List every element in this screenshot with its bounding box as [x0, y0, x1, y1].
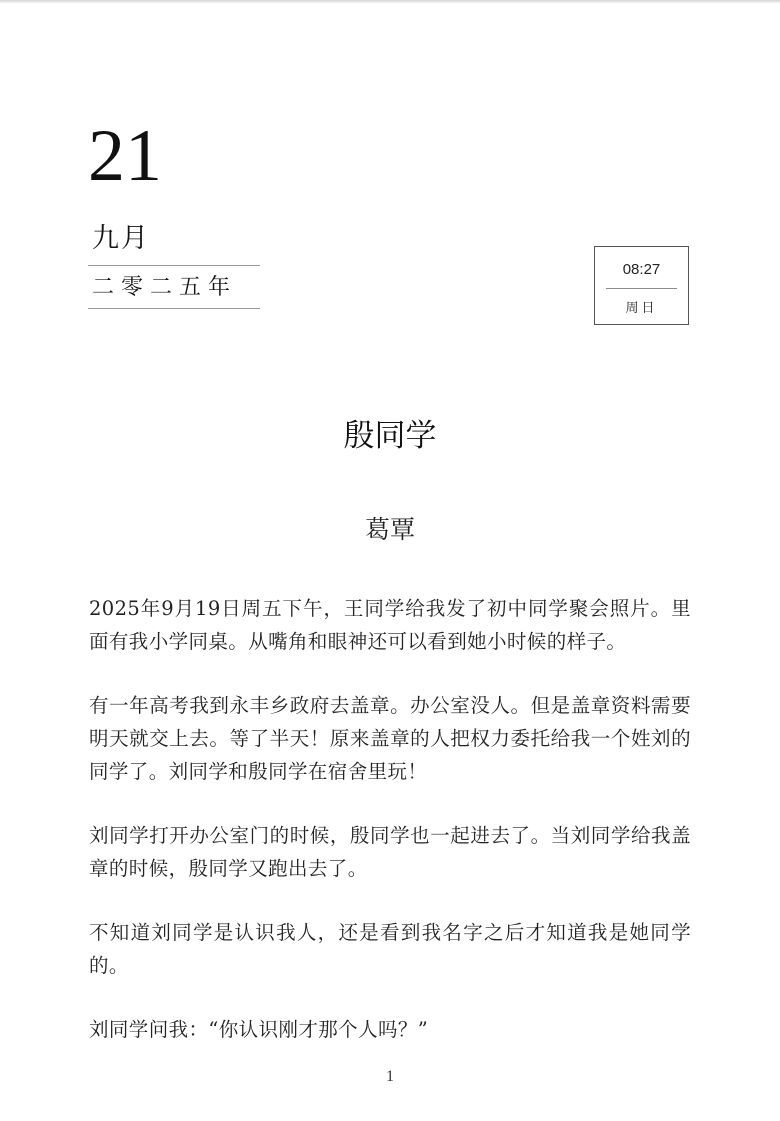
article-paragraph: 刘同学问我：“你认识刚才那个人吗？”	[89, 1018, 429, 1041]
clock-box	[594, 246, 689, 325]
date-divider-top	[88, 265, 260, 266]
clock-divider	[606, 288, 677, 289]
clock-weekday: 周日	[625, 301, 658, 316]
article-title: 殷同学	[343, 418, 437, 454]
article-author: 葛覃	[364, 515, 415, 544]
date-year: 二零二五年	[92, 275, 238, 300]
date-divider-bottom	[88, 308, 260, 309]
article-paragraph: 2025年9月19日周五下午，王同学给我发了初中同学聚会照片。里面有我小学同桌。从嘴角和眼神还可以看到她小时候的样子。	[89, 597, 691, 653]
top-edge-shadow	[0, 0, 780, 3]
clock-time: 08:27	[622, 261, 661, 278]
article-paragraph: 有一年高考我到永丰乡政府去盖章。办公室没人。但是盖章资料需要明天就交上去。等了半天！原来盖章的人把权力委托给我一个姓刘的同学了。刘同学和殷同学在宿舍里玩！	[89, 694, 691, 783]
article-paragraph: 不知道刘同学是认识我人，还是看到我名字之后才知道我是她同学的。	[89, 921, 691, 977]
article-body	[89, 592, 691, 1077]
page-number: 1	[386, 1068, 394, 1085]
article-paragraph: 刘同学打开办公室门的时候，殷同学也一起进去了。当刘同学给我盖章的时候，殷同学又跑出去了。	[89, 824, 691, 880]
date-day: 21	[88, 115, 162, 197]
date-month: 九月	[92, 223, 150, 254]
